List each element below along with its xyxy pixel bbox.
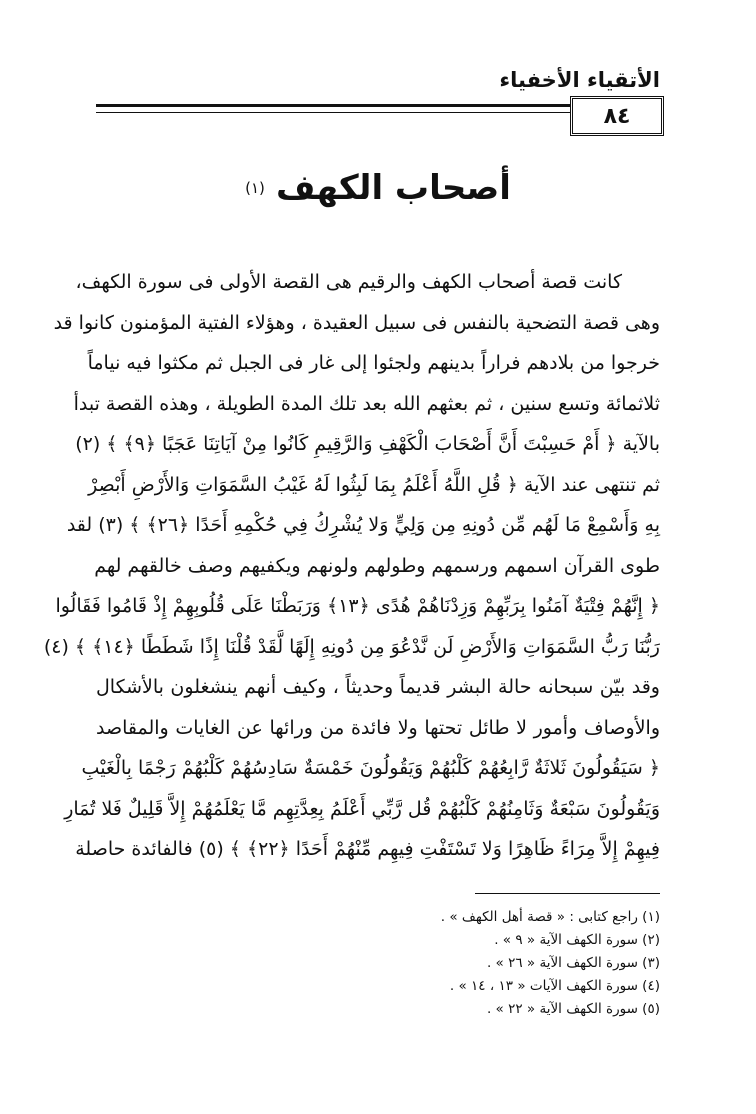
body-line: ﴿ سَيَقُولُونَ ثَلاثَةٌ رَّابِعُهُمْ كَلْبُهُمْ وَيَقُولُونَ خَمْسَةٌ سَادِسُهُمْ كَلْبُهُمْ رَجْمًا بِالْغَيْبِ <box>81 757 660 779</box>
running-header: الأتقياء الأخفياء <box>499 68 660 92</box>
chapter-title: أصحاب الكهف <box>275 168 511 208</box>
chapter-heading <box>96 168 660 208</box>
body-line: فِيهِمْ إِلاَّ مِرَاءً ظَاهِرًا وَلا تَسْتَفْتِ فِيهِم مِّنْهُمْ أَحَدًا ﴿٢٢﴾ ﴾ (٥) فالفائدة حاصلة <box>75 838 660 860</box>
body-line: خرجوا من بلادهم فراراً بدينهم ولجئوا إلى غار فى الجبل ثم مكثوا فيه نياماً <box>87 352 660 374</box>
chapter-footnote-ref: (١) <box>245 178 265 197</box>
footnote: (٤) سورة الكهف الآيات « ١٣ ، ١٤ » . <box>449 978 660 994</box>
body-line: وهى قصة التضحية بالنفس فى سبيل العقيدة ، وهؤلاء الفتية المؤمنون كانوا قد <box>53 311 660 334</box>
body-text <box>43 262 660 870</box>
page-number: ٨٤ <box>570 96 664 136</box>
footnote-separator <box>475 893 660 894</box>
footnote: (١) راجع كتابى : « قصة أهل الكهف » . <box>440 909 660 925</box>
body-line: طوى القرآن اسمهم ورسمهم وطولهم ولونهم ويكفيهم وصف خالقهم لهم <box>94 554 660 577</box>
footnotes <box>96 906 660 1021</box>
body-line: ثم تنتهى عند الآية ﴿ قُلِ اللَّهُ أَعْلَمُ بِمَا لَبِثُوا لَهُ غَيْبُ السَّمَوَاتِ وَالأَرْضِ أَبْصِرْ <box>88 473 660 496</box>
body-line: بالآية ﴿ أَمْ حَسِبْتَ أَنَّ أَصْحَابَ الْكَهْفِ وَالرَّقِيمِ كَانُوا مِنْ آيَاتِنَا عَجَبًا ﴿٩﴾ ﴾ (٢) <box>75 433 660 455</box>
footnote: (٣) سورة الكهف الآية « ٢٦ » . <box>486 955 660 971</box>
body-line: ﴿ إِنَّهُمْ فِتْيَةٌ آمَنُوا بِرَبِّهِمْ وَزِدْنَاهُمْ هُدًى ﴿١٣﴾ وَرَبَطْنَا عَلَى قُلُوبِهِمْ إِذْ قَامُوا فَقَالُوا <box>55 595 660 617</box>
body-line: ثلاثمائة وتسع سنين ، ثم بعثهم الله بعد تلك المدة الطويلة ، وهذه القصة تبدأ <box>73 392 660 415</box>
body-line: رَبُّنَا رَبُّ السَّمَوَاتِ وَالأَرْضِ لَن نَّدْعُوَ مِن دُونِهِ إِلَهًا لَّقَدْ قُلْنَا إِذًا شَطَطًا ﴿١٤﴾ ﴾ (٤) <box>43 635 660 658</box>
body-line: بِهِ وَأَسْمِعْ مَا لَهُم مِّن دُونِهِ مِن وَلِيٍّ وَلا يُشْرِكُ فِي حُكْمِهِ أَحَدًا ﴿٢٦﴾ ﴾ (٣) لقد <box>66 514 660 536</box>
body-line: وقد بيّن سبحانه حالة البشر قديماً وحديثاً ، وكيف أنهم ينشغلون بالأشكال <box>96 676 660 698</box>
footnote: (٥) سورة الكهف الآية « ٢٢ » . <box>486 1001 660 1017</box>
footnote: (٢) سورة الكهف الآية « ٩ » . <box>494 932 660 948</box>
body-line: والأوصاف وأمور لا طائل تحتها ولا فائدة من ورائها عن الغايات والمقاصد <box>96 716 660 739</box>
body-line: كانت قصة أصحاب الكهف والرقيم هى القصة الأولى فى سورة الكهف، <box>75 271 622 293</box>
body-line: وَيَقُولُونَ سَبْعَةٌ وَثَامِنُهُمْ كَلْبُهُمْ قُل رَّبِّي أَعْلَمُ بِعِدَّتِهِم مَّا يَعْلَمُهُمْ إِلاَّ قَلِيلٌ فَلا تُمَارِ <box>64 797 660 820</box>
